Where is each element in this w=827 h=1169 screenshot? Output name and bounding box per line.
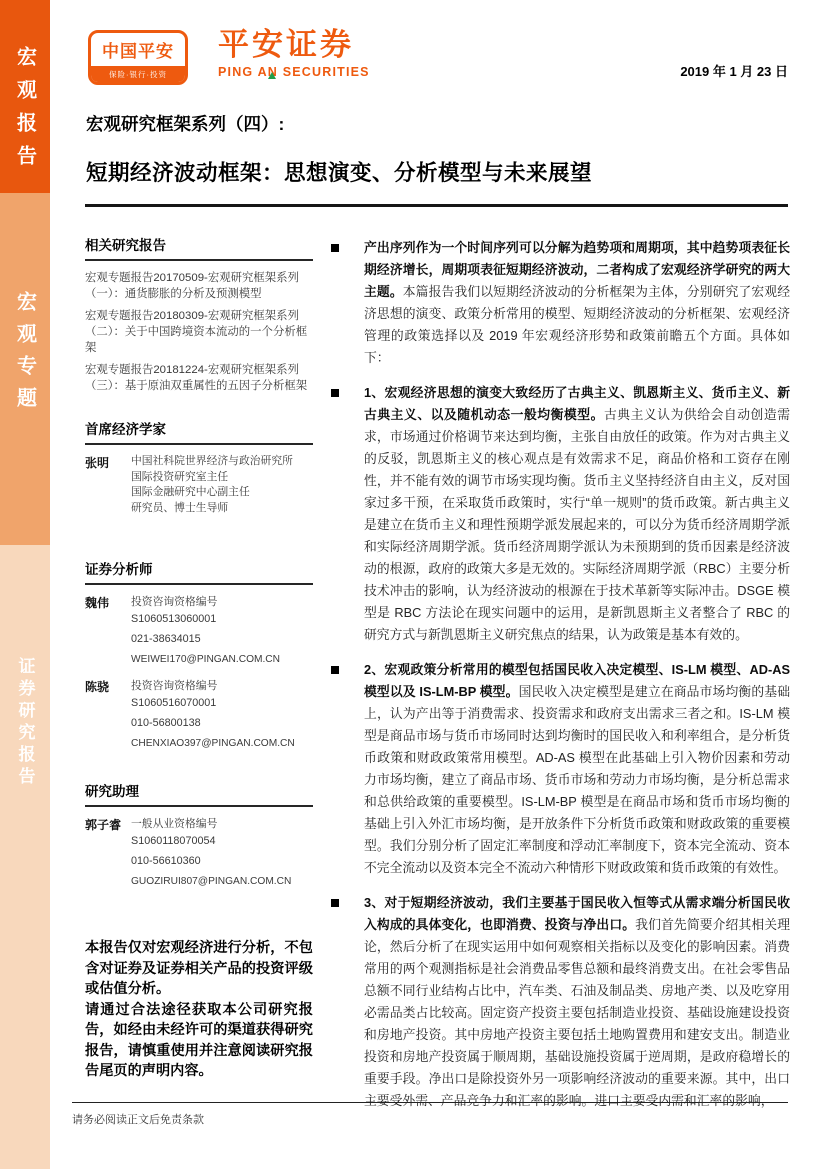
abstract-lead: 1、宏观经济思想的演变大致经历了古典主义、凯恩斯主义、货币主义、新古典主义、以及随机动态一般均衡模型。: [364, 385, 790, 422]
abstract-rest: 我们首先简要介绍其相关理论，然后分析了在现实运用中如何观察相关指标以及变化的影响因素。消费常用的两个观测指标是社会消费品零售总额和最终消费支出。在社会零售品总额不同行业结构占比中，汽车类、石油及制品类、房地产类、以及吃穿用必需品类占比较高。固定资产投资主要包括制造业投资、基础设施建设投资和房地产投资。其中房地产投资主要包括土地购置费用和建安支出。制造业投资和房地产投资属于顺周期，基础设施投资属于逆周期，是政府稳增长的重要手段。净出口是除投资外另一项影响经济波动的重要来源。其中，出口主要受外需、产品竞争力和汇率的影响。进口主要受内需和汇率的影响，: [364, 917, 791, 1108]
economist-detail-line: 国际金融研究中心副主任: [131, 486, 250, 498]
analyst-entry: [85, 678, 313, 752]
pingan-green-sprout-icon: [268, 72, 276, 79]
chief-economist-section: [85, 418, 313, 516]
disclaimer-note: 请务必阅读正文后免责条款: [72, 1114, 204, 1126]
abstract-bullet: [331, 382, 790, 646]
abstract-lead: 产出序列作为一个时间序列可以分解为趋势项和周期项，其中趋势项表征长期经济增长，周期项表征短期经济波动，二者构成了宏观经济学研究的两大主题。: [364, 240, 790, 299]
scope-notice: [85, 938, 313, 1082]
title-divider: [85, 204, 788, 207]
assistant-cert-label: 一般从业资格编号: [131, 818, 218, 830]
analyst-email: WEIWEI170@PINGAN.COM.CN: [131, 654, 281, 665]
scope-notice-paragraph: 本报告仅对宏观经济进行分析，不包含对证券及证券相关产品的投资评级或估值分析。: [85, 940, 313, 997]
pingan-group-logo-text: 中国平安: [102, 42, 174, 61]
bullet-square-icon: [331, 389, 339, 397]
research-assistant-heading: 研究助理: [85, 780, 313, 807]
pingan-group-logo-tagline: 保险·银行·投资: [91, 66, 185, 82]
analyst-phone: 021-38634015: [131, 633, 201, 645]
related-report-item: 宏观专题报告20181224-宏观研究框架系列（三）：基于原油双重属性的五因子分析框架: [85, 364, 308, 392]
abstract-bullet: [331, 237, 790, 369]
analyst-phone: 010-56800138: [131, 717, 201, 729]
sidebar-band-macro-topic: [0, 193, 50, 545]
abstract-bullet: [331, 892, 790, 1112]
sidebar-label-macro-report: 宏观报告: [13, 46, 36, 178]
pingan-securities-logo: [218, 29, 370, 79]
abstract-paragraph: [364, 659, 790, 879]
analyst-details: [131, 678, 313, 752]
analysts-heading: 证券分析师: [85, 558, 313, 585]
sidebar-band-macro-report: [0, 0, 50, 193]
economist-entry: [85, 454, 313, 516]
sidebar: [0, 0, 50, 1169]
abstract-paragraph: [364, 382, 790, 646]
pingan-group-logo: [88, 30, 188, 85]
analyst-cert-number: S1060516070001: [131, 697, 217, 709]
research-assistant-section: [85, 780, 313, 890]
abstract-paragraph: [364, 892, 790, 1112]
economist-name: 张明: [85, 456, 110, 470]
related-report-item: 宏观专题报告20170509-宏观研究框架系列（一）：通货膨胀的分析及预测模型: [85, 272, 299, 300]
analysts-section: [85, 558, 313, 752]
analyst-email: CHENXIAO397@PINGAN.COM.CN: [131, 738, 295, 749]
pingan-securities-wordmark-cn: 平安证券: [218, 27, 354, 62]
economist-details: [131, 454, 313, 516]
assistant-phone: 010-56610360: [131, 855, 201, 867]
related-reports-heading: 相关研究报告: [85, 234, 313, 261]
bullet-square-icon: [331, 899, 339, 907]
analyst-name: 魏伟: [85, 596, 110, 610]
chief-economist-heading: 首席经济学家: [85, 418, 313, 445]
report-date: 2019 年 1 月 23 日: [680, 64, 788, 79]
related-report-item: 宏观专题报告20180309-宏观研究框架系列（二）：关于中国跨境资本流动的一个分析框架: [85, 310, 308, 354]
assistant-email: GUOZIRUI807@PINGAN.COM.CN: [131, 876, 292, 887]
related-reports-list: [85, 270, 313, 394]
analyst-details: [131, 594, 313, 668]
economist-detail-line: 研究员、博士生导师: [131, 501, 229, 514]
pingan-securities-wordmark-en-text: PING AN SECURITIES: [218, 65, 370, 79]
scope-notice-paragraph: 请通过合法途径获取本公司研究报告，如经由未经许可的渠道获得研究报告，请慎重使用并注意阅读研究报告尾页的声明内容。: [85, 1001, 313, 1079]
assistant-details: [131, 816, 313, 890]
analyst-cert-number: S1060513060001: [131, 613, 217, 625]
analyst-cert-label: 投资咨询资格编号: [131, 596, 218, 608]
abstract-paragraph: [364, 237, 790, 369]
info-column: [85, 234, 313, 1082]
assistant-name: 郭子睿: [85, 818, 122, 832]
analyst-name: 陈骁: [85, 680, 110, 694]
abstract-rest: 古典主义认为供给会自动创造需求，市场通过价格调节来达到均衡，主张自由放任的政策。作为对古典主义的反驳，凯恩斯主义的核心观点是有效需求不足，商品价格和工资存在刚性，并不能有效的调节市场实现均衡。货币主义坚持经济自由主义，反对国家过多干预，在采取货币政策时，实行“单一规则”的货币政策。新古典主义是建立在货币主义和理性预期学派发展起来的，可以分为货币经济周期学派和实际经济周期学派。货币经济周期学派认为未预期到的货币因素是经济波动的根源，政府的政策大多是无效的。实际经济周期学派（RBC）主要分析技术冲击的影响，认为经济波动的根源在于技术革新等实际冲击。DSGE 模型是 RBC 方法论在现实问题中的运用，是新凯恩斯主义者整合了 RBC 的研究方式与新凯恩斯主义研究焦点的结果，认为政策是基本有效的。: [364, 407, 791, 642]
related-reports-section: [85, 234, 313, 394]
abstract-lead: 2、宏观政策分析常用的模型包括国民收入决定模型、IS-LM 模型、AD-AS 模型以及 IS-LM-BP 模型。: [364, 662, 790, 699]
report-title: 短期经济波动框架：思想演变、分析模型与未来展望: [86, 161, 593, 185]
abstract-rest: 本篇报告我们以短期经济波动的分析框架为主体，分别研究了宏观经济思想的演变、政策分析常用的模型、短期经济波动的分析框架、宏观经济管理的政策选择以及 2019 年宏观经济形势和政策前瞻五个方面。具体如下：: [364, 284, 791, 365]
series-title: 宏观研究框架系列（四）:: [86, 114, 285, 134]
sidebar-label-securities-research: 证券研究报告: [15, 657, 35, 789]
sidebar-label-macro-topic: 宏观专题: [13, 291, 36, 419]
page-footer: [72, 1102, 788, 1127]
abstract-body: [331, 237, 790, 1125]
economist-detail-line: 国际投资研究室主任: [131, 470, 229, 483]
analyst-cert-label: 投资咨询资格编号: [131, 680, 218, 692]
abstract-lead: 3、对于短期经济波动，我们主要基于国民收入恒等式从需求端分析国民收入构成的具体变化，也即消费、投资与净出口。: [364, 895, 790, 932]
economist-detail-line: 中国社科院世界经济与政治研究所: [131, 455, 293, 467]
abstract-bullet: [331, 659, 790, 879]
analyst-entry: [85, 594, 313, 668]
assistant-entry: [85, 816, 313, 890]
bullet-square-icon: [331, 666, 339, 674]
abstract-rest: 国民收入决定模型是建立在商品市场均衡的基础上，认为产出等于消费需求、投资需求和政府支出需求三者之和。IS-LM 模型是商品市场与货币市场同时达到均衡时的国民收入和利率组合，是分析货币政策和财政政策常用模型。AD-AS 模型在此基础上引入物价因素和劳动力市场均衡，建立了商品市场、货币市场和劳动力市场均衡，是分析总需求和总供给政策的重要模型。IS-LM-BP 模型是在商品市场和货币市场均衡的基础上引入外汇市场均衡，是开放条件下分析货币政策和财政政策的重要模型。我们分别分析了固定汇率制度和浮动汇率制度下，资本完全流动、资本不完全流动以及资本完全不流动六种情形下财政政策和货币政策的有效性。: [364, 684, 791, 875]
sidebar-band-securities-research: [0, 545, 50, 1169]
bullet-square-icon: [331, 244, 339, 252]
assistant-cert-number: S1060118070054: [131, 835, 216, 847]
pingan-securities-wordmark-en: [218, 65, 370, 79]
